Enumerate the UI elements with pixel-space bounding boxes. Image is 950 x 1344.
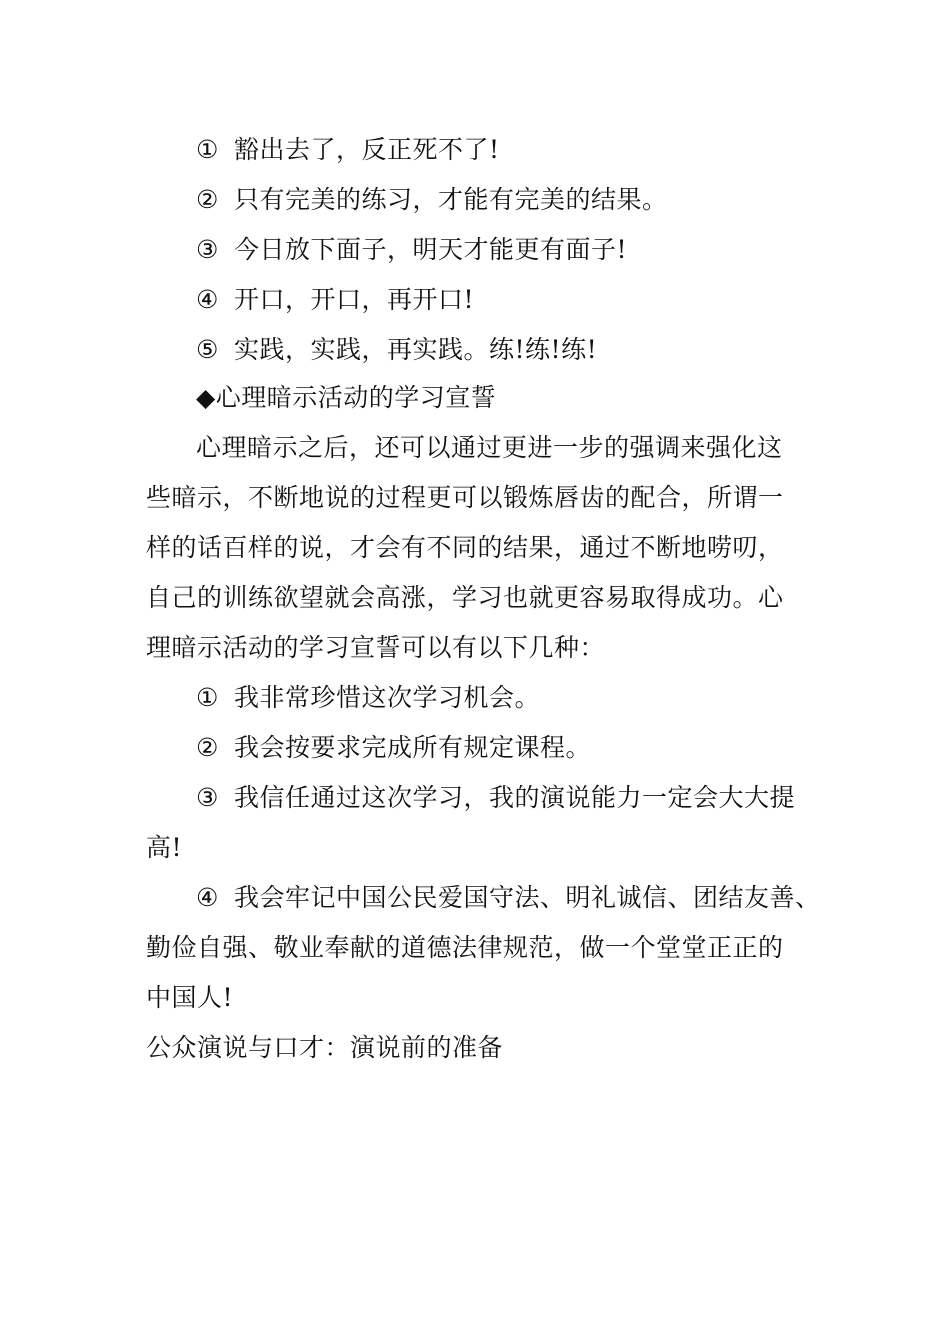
list-item: [196, 135, 500, 165]
list-marker: ②: [196, 733, 219, 762]
list-marker: ③: [196, 783, 219, 812]
list-marker: ②: [196, 185, 219, 214]
paragraph-line: 理暗示活动的学习宣誓可以有以下几种：: [146, 633, 606, 662]
list-item-text: 我非常珍惜这次学习机会。: [234, 683, 541, 712]
list-item-text: 实践，实践，再实践。练!练!练!: [234, 335, 598, 364]
list-item: [196, 783, 795, 813]
list-item-continuation: 勤俭自强、敬业奉献的道德法律规范，做一个堂堂正正的: [146, 933, 784, 962]
list-marker: ④: [196, 883, 219, 912]
paragraph-line: 样的话百样的说，才会有不同的结果，通过不断地唠叨，: [146, 533, 784, 562]
list-item: [196, 733, 591, 763]
list-item-text: 我信任通过这次学习，我的演说能力一定会大大提: [234, 783, 796, 812]
list-item-text: 我会按要求完成所有规定课程。: [234, 733, 592, 762]
section-title: 公众演说与口才：演说前的准备: [146, 1033, 504, 1062]
list-item-continuation: 高!: [146, 833, 183, 862]
paragraph-line: 些暗示，不断地说的过程更可以锻炼唇齿的配合，所谓一: [146, 483, 784, 512]
list-marker: ①: [196, 683, 219, 712]
list-item-text: 豁出去了，反正死不了!: [234, 135, 500, 164]
list-item-text: 只有完美的练习，才能有完美的结果。: [234, 185, 668, 214]
list-item: [196, 335, 597, 365]
list-marker: ④: [196, 285, 219, 314]
list-item-text: 我会牢记中国公民爱国守法、明礼诚信、团结友善、: [234, 883, 821, 912]
list-item-continuation: 中国人!: [146, 983, 234, 1012]
list-item: [196, 285, 474, 315]
list-item: [196, 683, 540, 713]
list-item: [196, 235, 627, 265]
list-item-text: 今日放下面子，明天才能更有面子!: [234, 235, 628, 264]
list-item: [196, 185, 668, 215]
list-marker: ①: [196, 135, 219, 164]
section-heading: ◆心理暗示活动的学习宣誓: [196, 383, 497, 412]
paragraph-line: 自己的训练欲望就会高涨，学习也就更容易取得成功。心: [146, 583, 784, 612]
list-marker: ③: [196, 235, 219, 264]
list-item: [196, 883, 821, 913]
list-item-text: 开口，开口，再开口!: [234, 285, 475, 314]
paragraph-line: 心理暗示之后，还可以通过更进一步的强调来强化这: [196, 433, 783, 462]
list-marker: ⑤: [196, 335, 219, 364]
